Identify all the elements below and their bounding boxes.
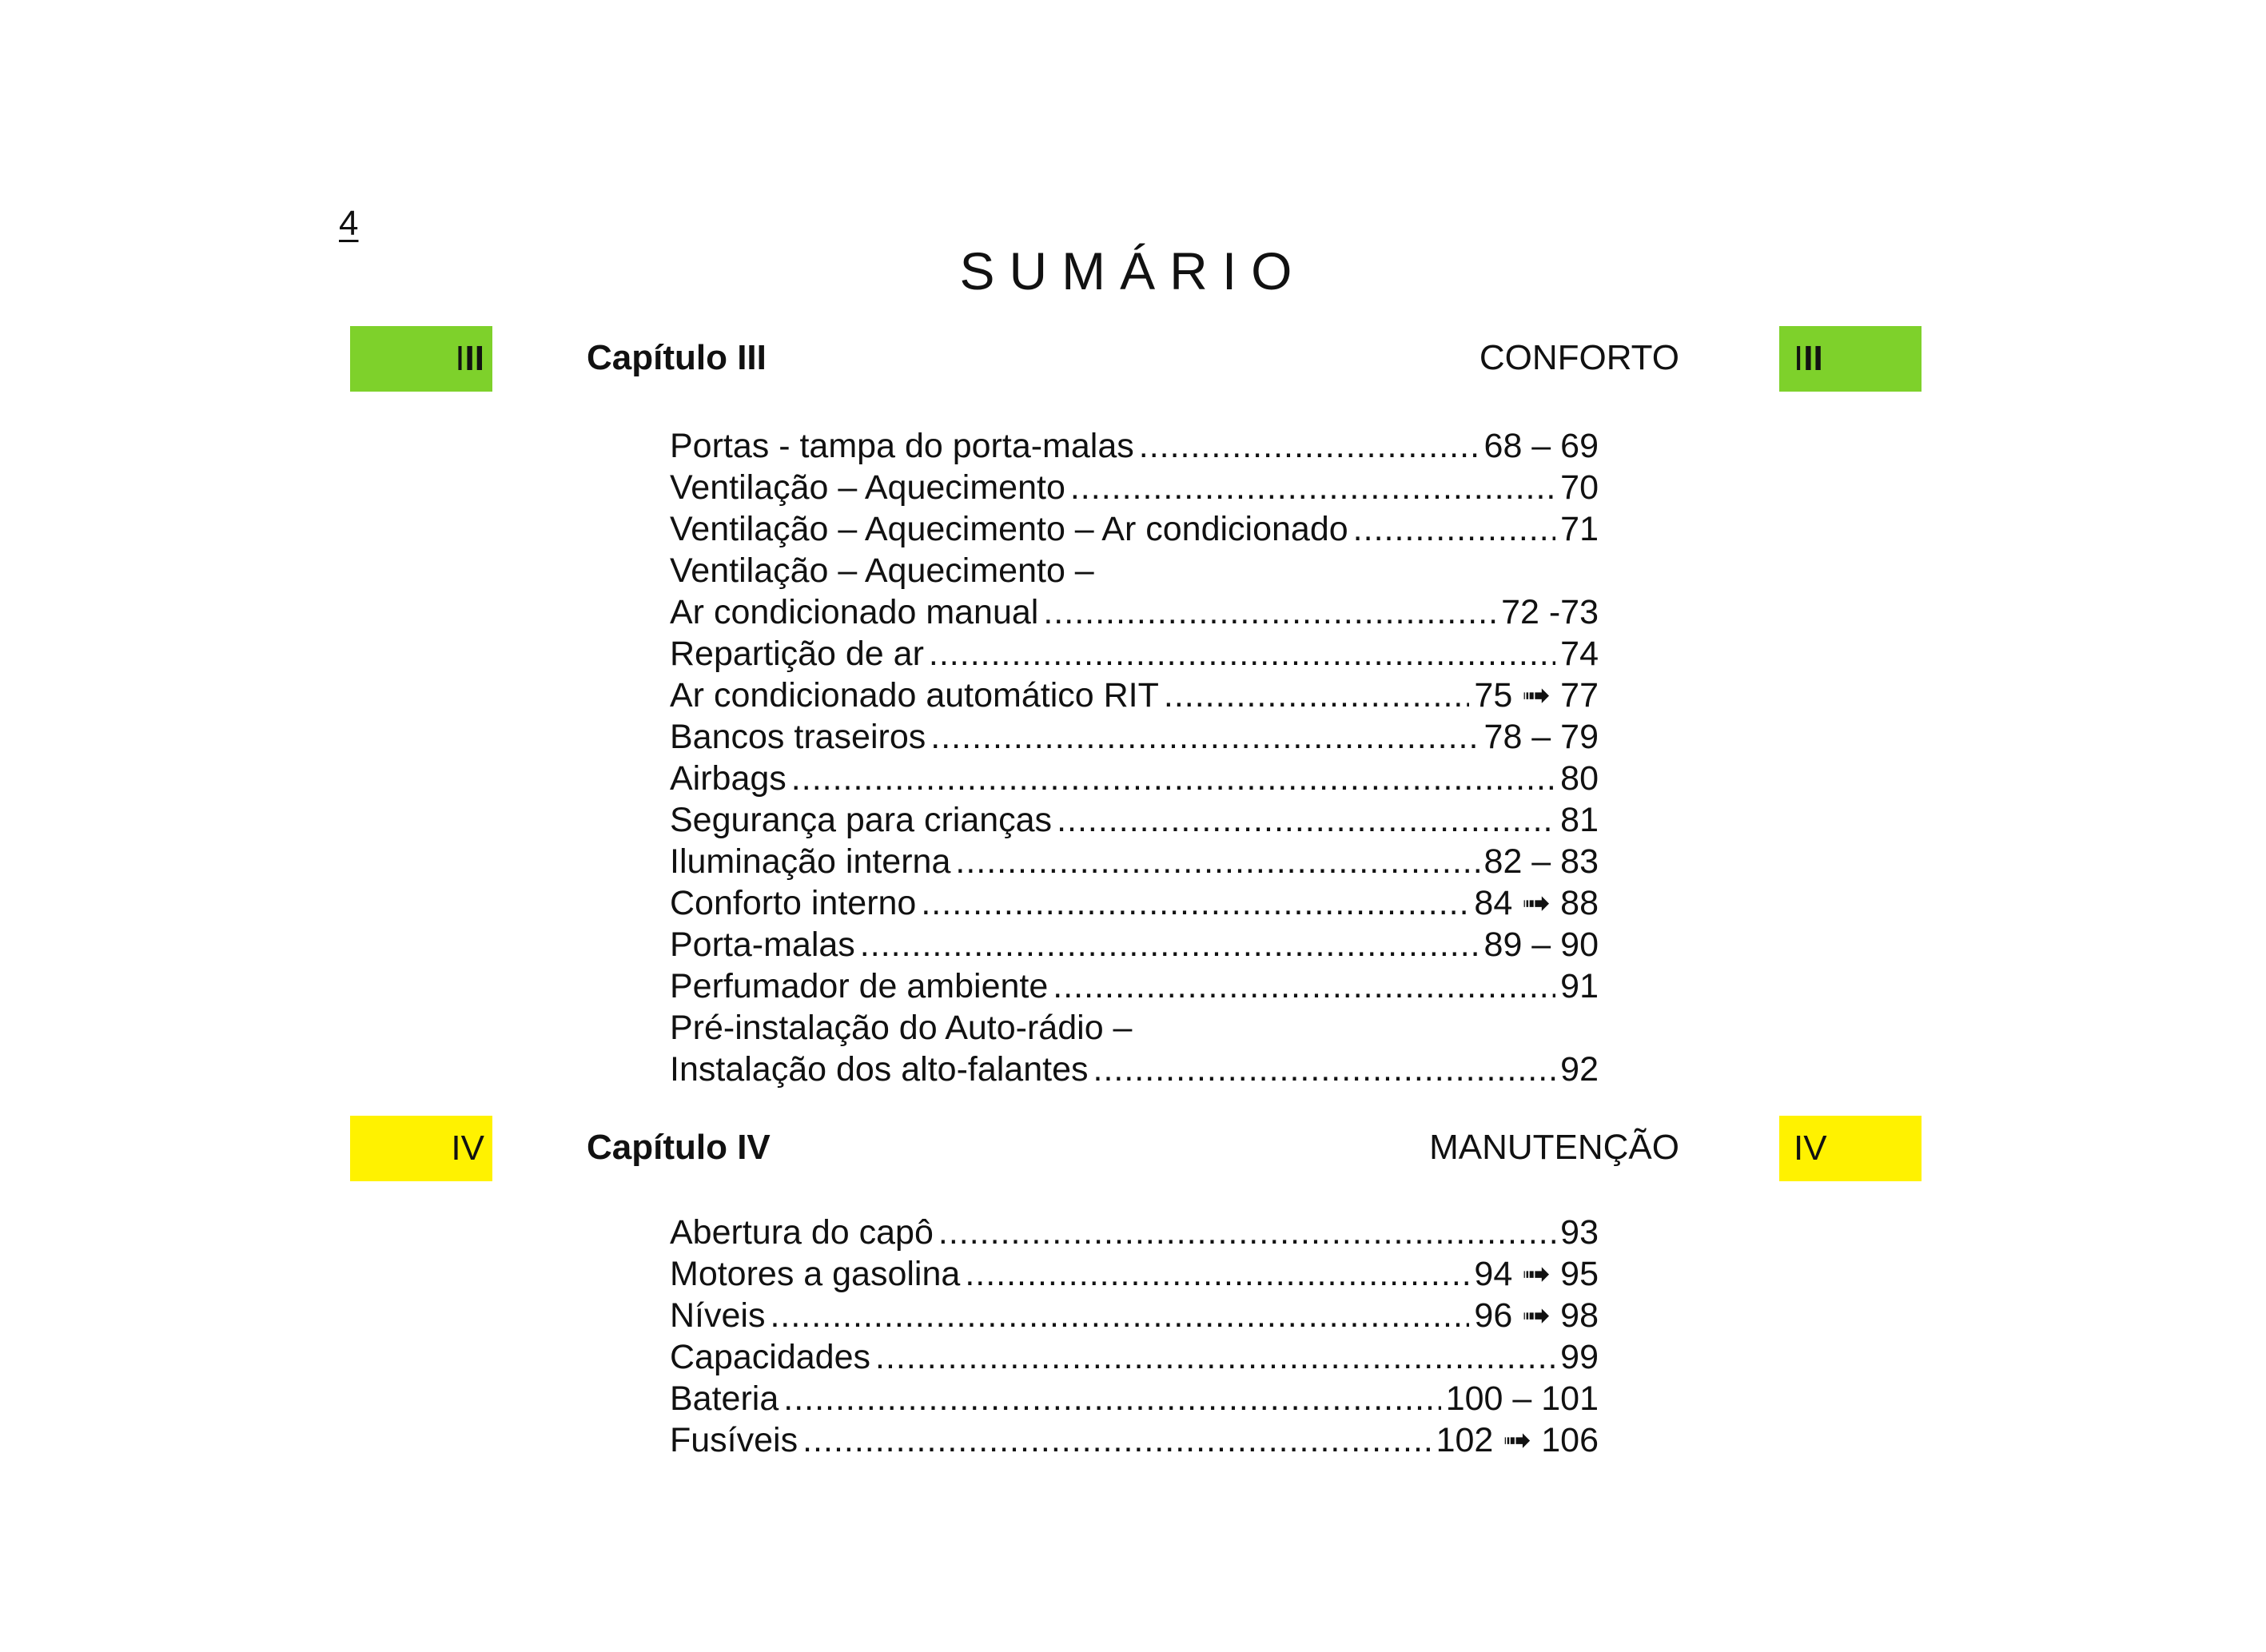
toc-entry-pages: 78 – 79 (1483, 718, 1599, 756)
chapter-tab-left: IV (350, 1116, 492, 1181)
toc-entry-pages: 70 (1560, 468, 1599, 507)
toc-entry-pages: 80 (1560, 759, 1599, 798)
toc-entry-title: Airbags (670, 759, 787, 798)
toc-entry-pages: 82 – 83 (1483, 842, 1599, 881)
chapter-label: Capítulo III (587, 338, 767, 377)
chapter-section-title: CONFORTO (1479, 338, 1679, 377)
toc-entry-title: Bancos traseiros (670, 718, 926, 756)
dot-leader (965, 1253, 1469, 1295)
page-number: 4 (339, 204, 359, 243)
dot-leader (930, 716, 1479, 758)
toc-entry[interactable] (670, 799, 1599, 841)
toc-entry-title: Ar condicionado manual (670, 593, 1039, 631)
toc-entry-pages: 99 (1560, 1338, 1599, 1376)
dot-leader (770, 1295, 1469, 1336)
toc-entry[interactable] (670, 841, 1599, 882)
dot-leader (783, 1378, 1440, 1419)
toc-entry-title: Portas - tampa do porta-malas (670, 427, 1134, 465)
toc-entry[interactable] (670, 882, 1599, 924)
toc-entry-pages: 84 ➟ 88 (1474, 884, 1599, 922)
toc-entry[interactable] (670, 1007, 1599, 1090)
toc-entry-title: Abertura do capô (670, 1213, 934, 1252)
toc-entry-title: Bateria (670, 1379, 779, 1418)
chapter-tab-right: IV (1779, 1116, 1922, 1181)
dot-leader (1164, 675, 1470, 716)
toc-entry-title: Repartição de ar (670, 635, 924, 673)
toc-entry[interactable] (670, 508, 1599, 550)
toc-entry-title: Ventilação – Aquecimento (670, 468, 1065, 507)
toc-entry[interactable] (670, 1212, 1599, 1253)
dot-leader (1053, 965, 1555, 1007)
toc-entry-title: Níveis (670, 1296, 766, 1335)
toc-entry-list (670, 1212, 1599, 1461)
toc-entry-pages: 102 ➟ 106 (1436, 1421, 1599, 1459)
dot-leader (955, 841, 1479, 882)
dot-leader (1057, 799, 1555, 841)
toc-entry[interactable] (670, 965, 1599, 1007)
toc-entry[interactable] (670, 550, 1599, 633)
toc-entry[interactable] (670, 425, 1599, 467)
toc-entry-pages: 96 ➟ 98 (1474, 1296, 1599, 1335)
toc-entry[interactable] (670, 1419, 1599, 1461)
dot-leader (929, 633, 1555, 675)
toc-entry-pages: 100 – 101 (1445, 1379, 1599, 1418)
toc-entry-pages: 89 – 90 (1483, 926, 1599, 964)
toc-entry[interactable] (670, 1253, 1599, 1295)
dot-leader (921, 882, 1469, 924)
toc-entry-pages: 92 (1560, 1050, 1599, 1089)
chapter-section-title: MANUTENÇÃO (1429, 1128, 1679, 1167)
chapter-tab-left: III (350, 326, 492, 392)
dot-leader (1093, 1049, 1556, 1090)
dot-leader (875, 1336, 1555, 1378)
toc-entry[interactable] (670, 1336, 1599, 1378)
toc-entry-title: Fusíveis (670, 1421, 798, 1459)
toc-entry[interactable] (670, 467, 1599, 508)
dot-leader (860, 924, 1479, 965)
dot-leader (802, 1419, 1431, 1461)
toc-entry-pages: 94 ➟ 95 (1474, 1255, 1599, 1293)
toc-entry-title: Instalação dos alto-falantes (670, 1050, 1089, 1089)
toc-entry-pages: 91 (1560, 967, 1599, 1005)
dot-leader (1139, 425, 1479, 467)
toc-entry-pages: 75 ➟ 77 (1474, 676, 1599, 715)
toc-entry-list (670, 425, 1599, 1090)
toc-entry[interactable] (670, 1295, 1599, 1336)
toc-entry-title: Motores a gasolina (670, 1255, 961, 1293)
dot-leader (791, 758, 1555, 799)
dot-leader (1070, 467, 1555, 508)
toc-entry-pages: 93 (1560, 1213, 1599, 1252)
toc-entry-title: Segurança para crianças (670, 801, 1053, 839)
toc-entry-title: Iluminação interna (670, 842, 951, 881)
toc-entry-pages: 81 (1560, 801, 1599, 839)
toc-entry[interactable] (670, 633, 1599, 675)
toc-entry[interactable] (670, 758, 1599, 799)
chapter-label: Capítulo IV (587, 1128, 771, 1167)
toc-entry-title: Capacidades (670, 1338, 871, 1376)
toc-entry[interactable] (670, 675, 1599, 716)
dot-leader (1043, 591, 1496, 633)
toc-entry-title: Perfumador de ambiente (670, 967, 1049, 1005)
toc-entry-pages: 68 – 69 (1483, 427, 1599, 465)
toc-entry-pages: 72 -73 (1501, 593, 1599, 631)
toc-entry-title: Ventilação – Aquecimento – Ar condicionado (670, 510, 1348, 548)
chapter-tab-right: III (1779, 326, 1922, 392)
dot-leader (938, 1212, 1555, 1253)
toc-entry[interactable] (670, 924, 1599, 965)
toc-entry[interactable] (670, 1378, 1599, 1419)
toc-entry-line1: Ventilação – Aquecimento – (670, 551, 1094, 590)
toc-entry-line1: Pré-instalação do Auto-rádio – (670, 1009, 1133, 1047)
dot-leader (1353, 508, 1555, 550)
toc-entry-title: Conforto interno (670, 884, 917, 922)
page-title: SUMÁRIO (959, 241, 1307, 301)
toc-entry-title: Porta-malas (670, 926, 855, 964)
toc-entry[interactable] (670, 716, 1599, 758)
toc-entry-pages: 74 (1560, 635, 1599, 673)
toc-entry-title: Ar condicionado automático RIT (670, 676, 1159, 715)
toc-entry-pages: 71 (1560, 510, 1599, 548)
